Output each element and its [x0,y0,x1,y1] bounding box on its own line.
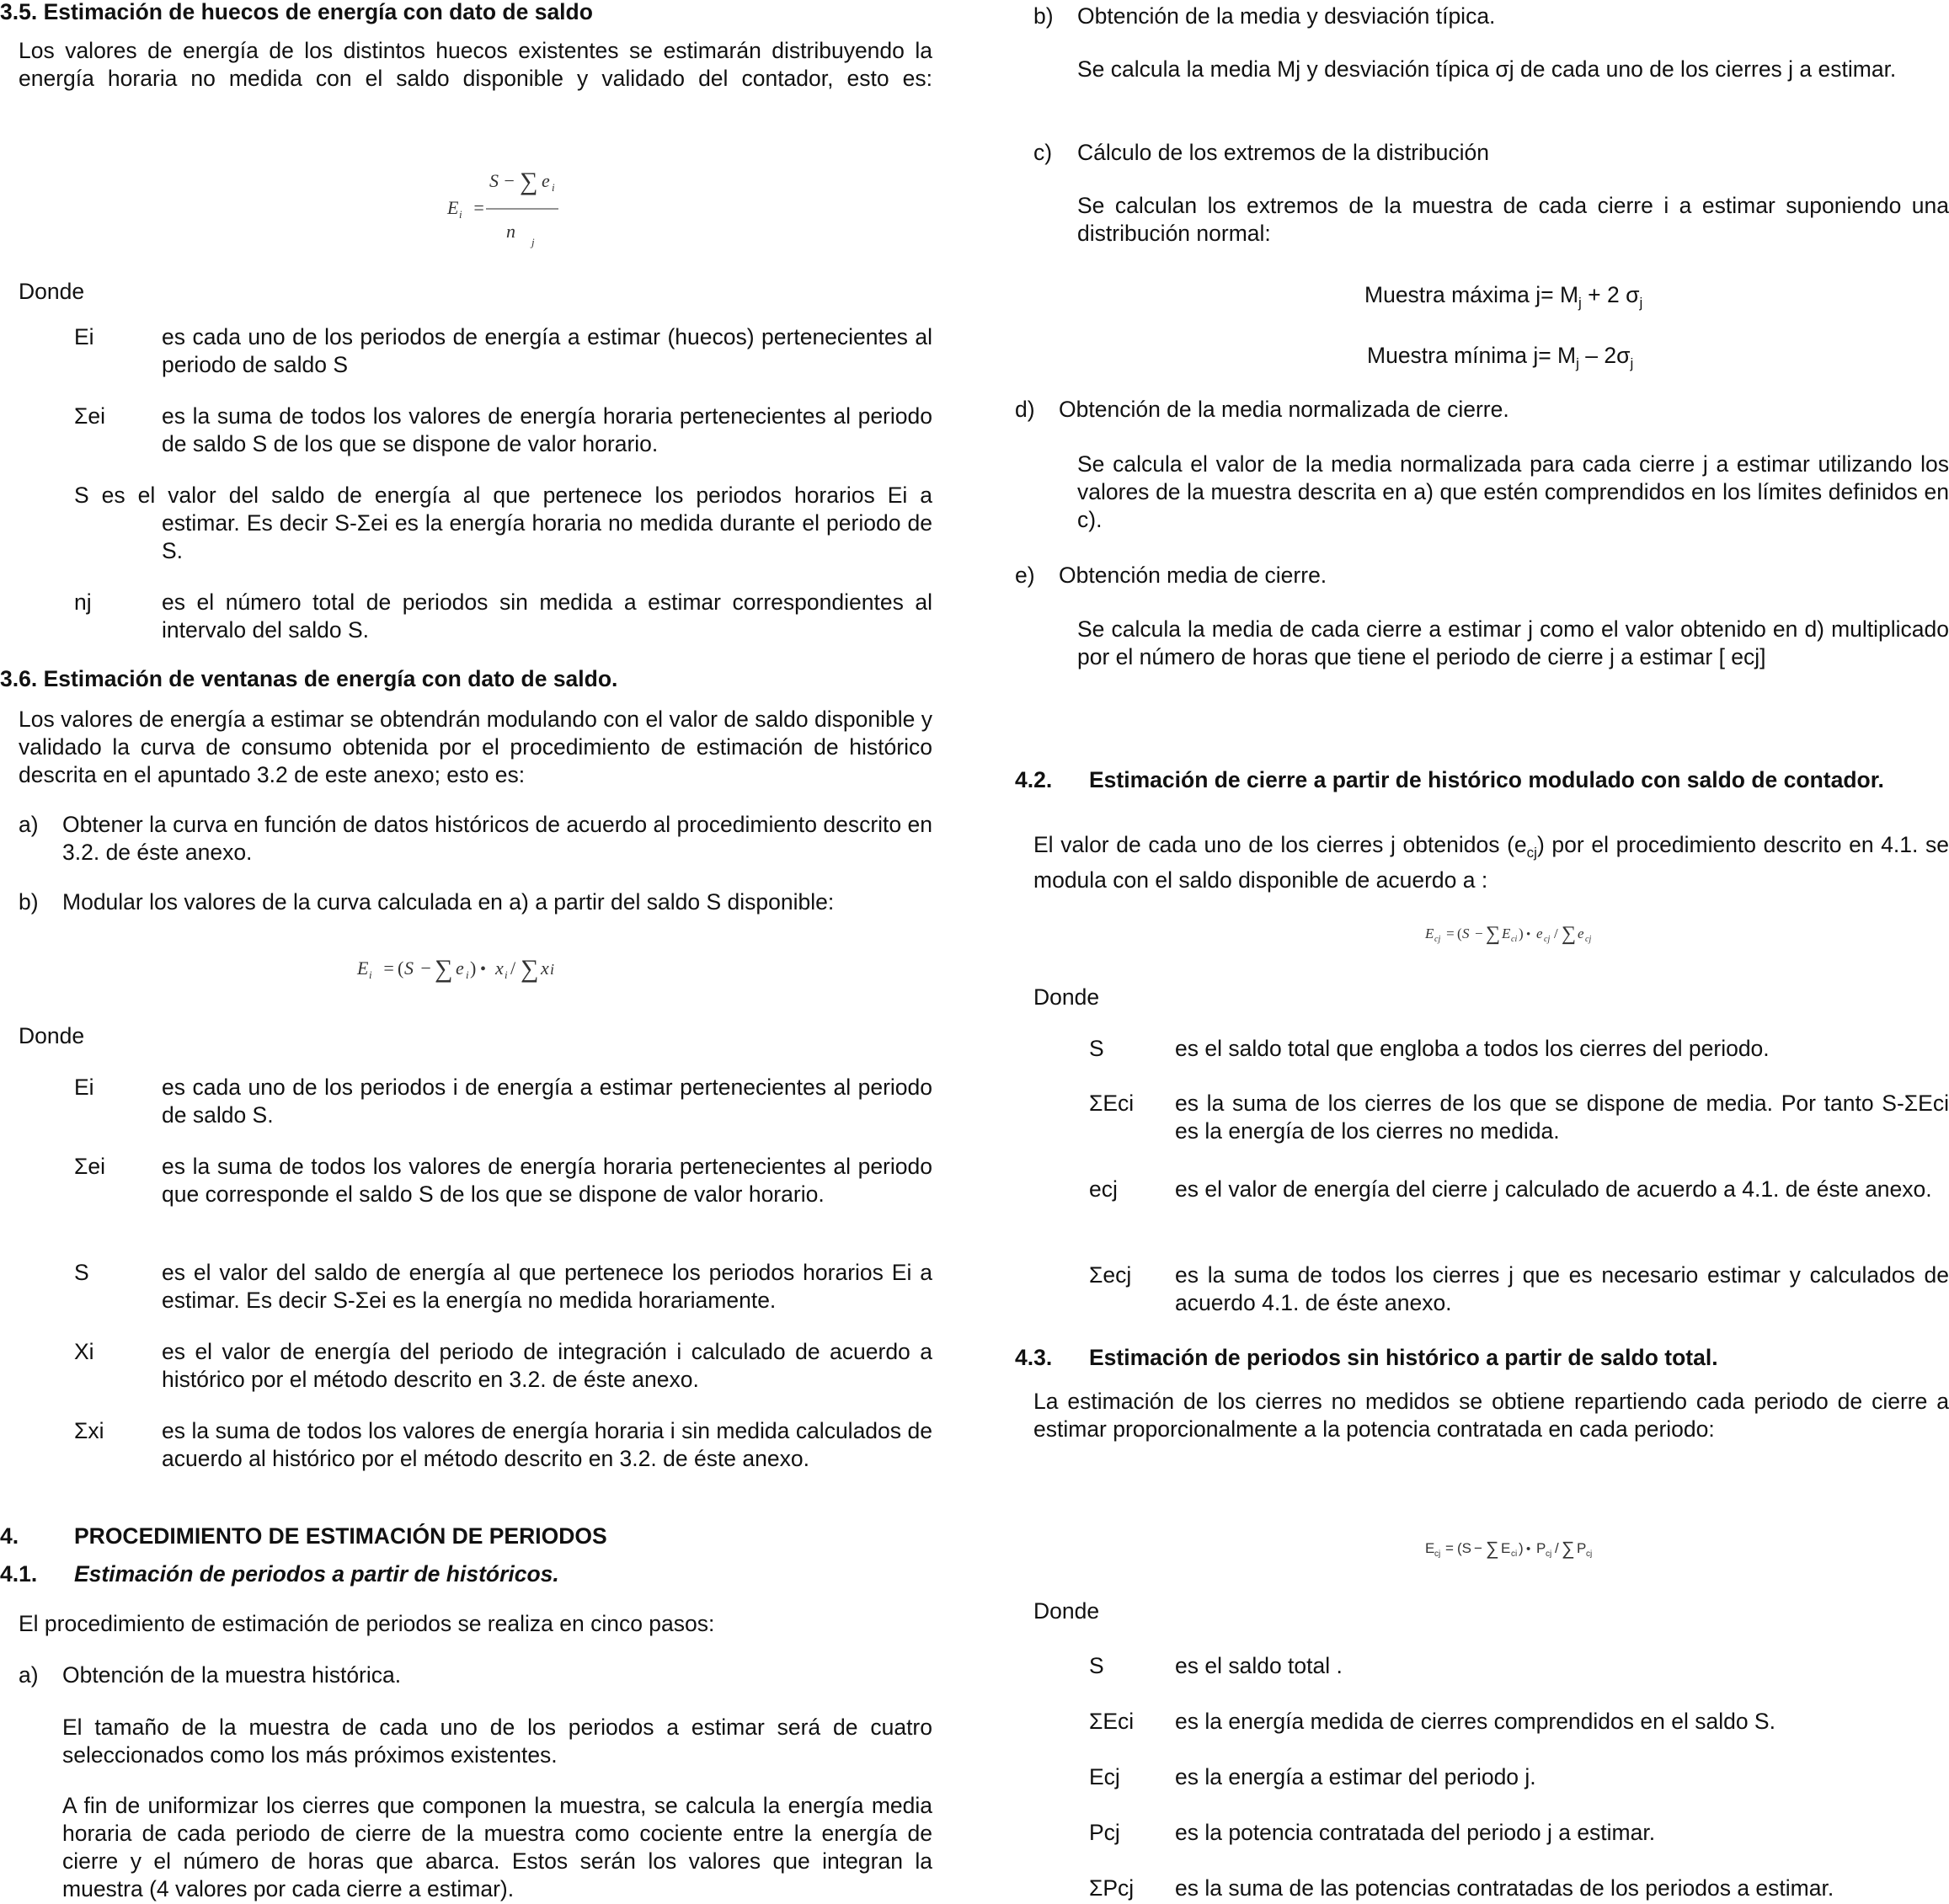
svg-text:ci: ci [1511,1549,1518,1559]
svg-text:E: E [1425,1540,1435,1556]
svg-text:e: e [1578,925,1584,941]
def-desc: es el valor de energía del periodo de integración i calculado de acuerdo a histórico por el método descrito en 3.2. de éste anexo. [162,1339,932,1392]
def-desc: estimar. Es decir S-Σei es la energía horaria no medida durante el periodo de S. [162,510,932,563]
svg-text:): ) [470,957,477,979]
def-term: S [1089,1036,1104,1061]
svg-text:=: = [473,197,485,218]
list-label-e: e) [1015,563,1035,588]
svg-text:E: E [1501,1540,1511,1556]
def-term: Xi [74,1339,94,1364]
svg-text:i: i [505,968,508,981]
step-d-paragraph: Se calcula el valor de la media normalizada para cada cierre j a estimar utilizando los valores de la muestra descrita en a) que estén comprendidos en los límites definidos en c). [1077,451,1949,532]
donde-label-2: Donde [19,1023,85,1048]
paragraph-3-6: Los valores de energía a estimar se obtendrán modulando con el valor de saldo disponible y validado la curva de consumo obtenida por el procedimiento de estimación de histórico descrita en el apuntado 3.2 de este anexo; esto es: [19,707,932,787]
def-desc: es la suma de todos los valores de energía horaria i sin medida calculados de acuerdo al histórico por el método descrito en 3.2. de éste anexo. [162,1418,932,1471]
svg-text:S: S [1462,925,1470,941]
svg-text:∑: ∑ [1562,923,1577,945]
svg-text:(: ( [398,957,404,979]
def-term: Σei [74,403,106,429]
def-desc: es la suma de las potencias contratadas de los periodos a estimar. [1175,1875,1834,1901]
svg-text:∑: ∑ [521,955,539,983]
svg-text:cj: cj [1434,1549,1441,1559]
def-term: Pcj [1089,1820,1120,1845]
def-term: ΣPcj [1089,1875,1135,1901]
svg-text:•: • [1526,928,1531,941]
svg-text:i: i [550,961,555,978]
paragraph-4-1: El procedimiento de estimación de periodos se realiza en cinco pasos: [19,1611,715,1636]
svg-text:•: • [480,960,487,979]
def-desc: es la potencia contratada del periodo j a estimar. [1175,1820,1656,1845]
list-item-a: Obtener la curva en función de datos históricos de acuerdo al procedimiento descrito en 3.2. de éste anexo. [62,812,932,865]
donde-label-4: Donde [1033,1598,1100,1624]
step-d-title: Obtención de la media normalizada de cierre. [1059,397,1509,422]
svg-text:cj: cj [1434,935,1441,944]
svg-text:x: x [495,957,504,979]
def-term: Σxi [74,1418,104,1443]
svg-text:−: − [1474,1540,1482,1556]
def-desc: es cada uno de los periodos i de energía a estimar pertenecientes al periodo de saldo S. [162,1075,932,1128]
formula-ecj-saldo [1423,918,1626,952]
list-item-b: Modular los valores de la curva calculada en a) a partir del saldo S disponible: [62,889,835,915]
step-a-paragraph-2: A fin de uniformizar los cierres que componen la muestra, se calcula la energía media horaria de cada periodo de cierre de la muestra como cociente entre la energía de cierre y el número de horas que abarca. Estos serán los valores que integran la muestra (4 valores por cada cierre a estimar). [62,1793,932,1901]
paragraph-4-2: El valor de cada uno de los cierres j obtenidos $(e_{cj})$ por el procedimiento descrito en 4.1. se modula con el saldo disponible de acuerdo a : [1033,832,1949,893]
def-desc: es la energía medida de cierres comprendidos en el saldo S. [1175,1709,1775,1734]
step-b-title: Obtención de la media y desviación típica. [1077,3,1496,29]
donde-label-3: Donde [1033,984,1100,1010]
svg-text:(: ( [1457,925,1462,941]
svg-text:j: j [531,236,535,248]
step-c-title: Cálculo de los extremos de la distribución [1077,140,1490,165]
def-desc: es la suma de todos los cierres j que es necesario estimar y calculados de acuerdo 4.1. de éste anexo. [1175,1262,1949,1315]
svg-text:e: e [1536,925,1543,941]
def-term: S es el valor del saldo de energía al que pertenece los periodos horarios Ei a [74,483,932,508]
heading-4-3: Estimación de periodos sin histórico a partir de saldo total. [1089,1345,1718,1370]
heading-4-number: 4. [0,1523,19,1549]
heading-4: PROCEDIMIENTO DE ESTIMACIÓN DE PERIODOS [74,1523,607,1549]
svg-text:S: S [489,170,499,191]
svg-text:E: E [447,197,459,218]
svg-text:•: • [1526,1542,1531,1556]
list-label-4-1-a: a) [19,1662,39,1688]
list-label-d: d) [1015,397,1035,422]
def-term: ΣEci [1089,1091,1135,1116]
def-desc: es el número total de periodos sin medida a estimar correspondientes al intervalo del saldo S. [162,589,932,643]
svg-text:i: i [459,208,462,221]
svg-text:=: = [382,957,395,979]
svg-text:∑: ∑ [1486,923,1501,945]
svg-text:e: e [456,957,464,979]
heading-4-2: Estimación de cierre a partir de histórico modulado con saldo de contador. [1089,767,1884,792]
heading-3-6: 3.6. Estimación de ventanas de energía con dato de saldo. [0,666,618,691]
svg-text:E: E [1425,925,1434,941]
def-desc: es el saldo total que engloba a todos los cierres del periodo. [1175,1036,1770,1061]
def-term: Ecj [1089,1764,1120,1789]
svg-text:S: S [404,957,414,979]
svg-text:P: P [1577,1540,1587,1556]
def-term: ΣEci [1089,1709,1135,1734]
def-desc: es la suma de todos los valores de energía horaria pertenecientes al periodo que corresponde el saldo S de los que se dispone de valor horario. [162,1154,932,1207]
formula-ei-ventanas [354,947,590,989]
heading-4-1: Estimación de periodos a partir de históricos. [74,1561,559,1587]
svg-text:i: i [552,181,555,194]
formula-ei-huecos [442,160,569,253]
svg-text:∑: ∑ [520,168,538,195]
step-e-title: Obtención media de cierre. [1059,563,1327,588]
svg-text:cj: cj [1586,1549,1593,1559]
svg-text:E: E [1502,925,1511,941]
list-label-b: b) [1033,3,1054,29]
svg-text:−: − [1474,925,1484,941]
svg-text:i: i [466,968,469,981]
svg-text:cj: cj [1585,935,1592,944]
muestra-maxima: Muestra máxima $j= M_j + 2$ $\sigma_j$ [1364,282,1643,311]
step-e-paragraph: Se calcula la media de cada cierre a estimar j como el valor obtenido en d) multiplicado por el número de horas que tiene el periodo de cierre j a estimar [ ecj] [1077,616,1949,669]
muestra-minima: Muestra mínima $j= M_j - 2\sigma_j$ [1367,343,1634,371]
heading-4-1-number: 4.1. [0,1561,38,1587]
step-c-paragraph: Se calculan los extremos de la muestra de cada cierre i a estimar suponiendo una distribución normal: [1077,193,1949,246]
list-label-b: b) [19,889,39,915]
svg-text:ci: ci [1511,935,1518,944]
donde-label-1: Donde [19,279,85,304]
def-desc: es el valor del saldo de energía al que pertenece los periodos horarios Ei a estimar. Es decir S-Σei es la energía no medida horariamente. [162,1260,932,1313]
svg-text:): ) [1519,1540,1524,1556]
def-term: ecj [1089,1176,1118,1202]
svg-text:−: − [503,170,515,191]
svg-text:∑: ∑ [1486,1538,1499,1559]
svg-text:x: x [541,957,549,979]
svg-text:P: P [1536,1540,1546,1556]
step-a-title: Obtención de la muestra histórica. [62,1662,402,1688]
def-desc: es la suma de los cierres de los que se dispone de media. Por tanto S-ΣEci es la energía de los cierres no medida. [1175,1091,1949,1144]
def-desc: es la suma de todos los valores de energía horaria pertenecientes al periodo de saldo S de los que se dispone de valor horario. [162,403,932,456]
def-term: Ei [74,1075,94,1100]
svg-text:(S: (S [1457,1540,1471,1556]
def-term: nj [74,589,92,615]
heading-4-3-number: 4.3. [1015,1345,1053,1370]
paragraph-4-3: La estimación de los cierres no medidos se obtiene repartiendo cada periodo de cierre a estimar proporcionalmente a la potencia contratada en cada periodo: [1033,1389,1949,1442]
svg-text:): ) [1519,925,1524,941]
svg-text:∑: ∑ [1562,1538,1575,1559]
heading-3-5: 3.5. Estimación de huecos de energía con dato de saldo [0,0,593,24]
svg-text:∑: ∑ [435,955,453,983]
def-term: S [74,1260,89,1285]
svg-text:i: i [369,968,372,981]
def-desc: es el valor de energía del cierre j calculado de acuerdo a 4.1. de éste anexo. [1175,1176,1932,1202]
svg-text:n: n [506,221,515,242]
def-term: S [1089,1653,1104,1678]
svg-text:E: E [357,957,369,979]
svg-text:=: = [1445,925,1455,941]
svg-text:cj: cj [1546,1549,1552,1559]
paragraph-3-5: Los valores de energía de los distintos huecos existentes se estimarán distribuyendo la energía horaria no medida con el saldo disponible y validado del contador, esto es: [19,38,932,91]
svg-text:=: = [1445,1540,1454,1556]
list-label-a: a) [19,812,39,837]
svg-text:/: / [1554,925,1558,941]
def-term: Σecj [1089,1262,1132,1288]
step-a-paragraph-1: El tamaño de la muestra de cada uno de los periodos a estimar será de cuatro seleccionados como los más próximos existentes. [62,1715,932,1768]
svg-text:/: / [1555,1540,1559,1556]
step-b-paragraph: Se calcula la media Mj y desviación típica σj de cada uno de los cierres j a estimar. [1077,56,1897,82]
svg-text:e: e [542,170,550,191]
list-label-c: c) [1033,140,1053,165]
formula-ecj-potencia [1423,1533,1626,1566]
def-term: Ei [74,324,94,349]
svg-text:−: − [419,957,432,979]
heading-4-2-number: 4.2. [1015,767,1053,792]
def-desc: es cada uno de los periodos de energía a estimar (huecos) pertenecientes al periodo de saldo S [162,324,932,377]
def-desc: es la energía a estimar del periodo j. [1175,1764,1536,1789]
svg-text:cj: cj [1544,935,1551,944]
def-term: Σei [74,1154,106,1179]
def-desc: es el saldo total . [1175,1653,1343,1678]
svg-text:/: / [510,957,516,979]
